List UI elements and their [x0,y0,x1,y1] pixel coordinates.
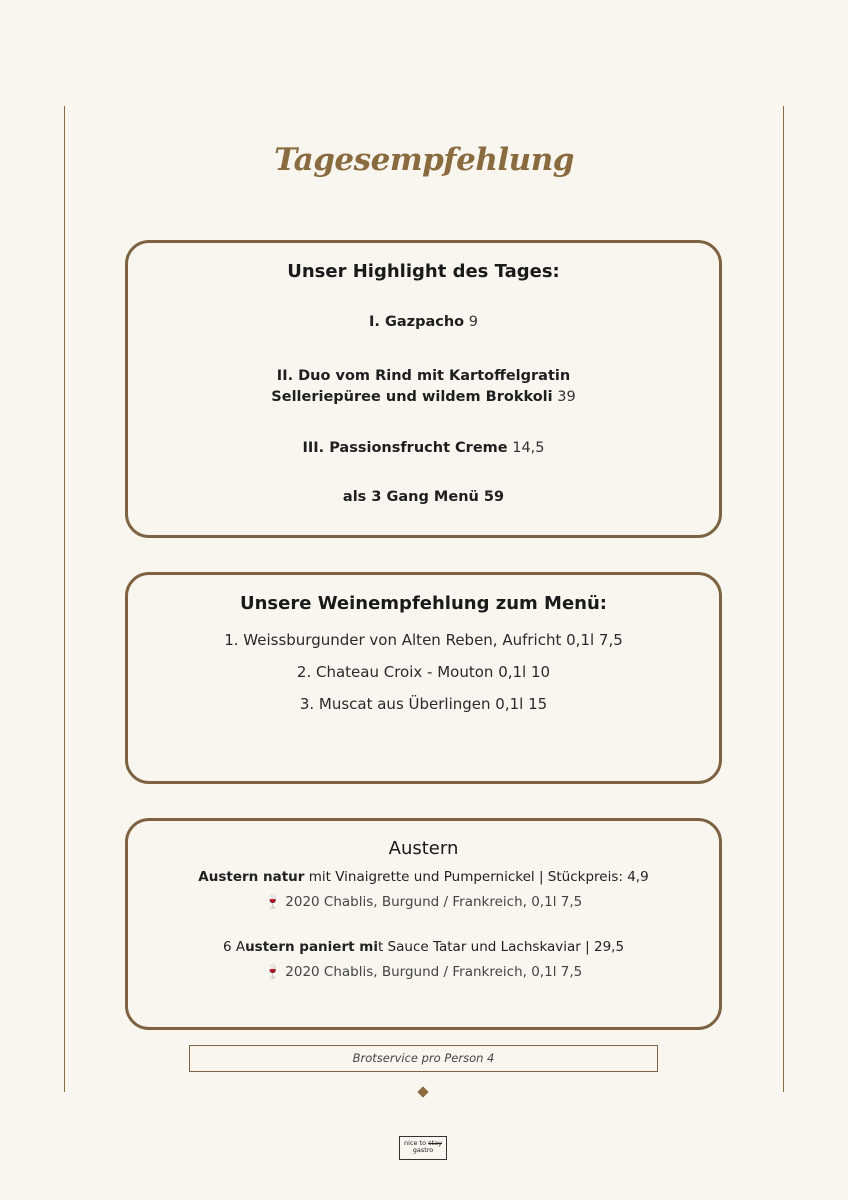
oyster-item-1-wine-text: 2020 Chablis, Burgund / Frankreich, 0,1l 7,5 [285,894,583,910]
course-3-price: 14,5 [512,440,545,456]
wine-glass-icon: 🍷 [264,895,281,910]
course-3-name: III. Passionsfrucht Creme [302,440,508,456]
course-2 [128,366,719,408]
wine-item-2: 2. Chateau Croix - Mouton 0,1l 10 [296,663,551,681]
bread-service-note: Brotservice pro Person 4 [189,1045,658,1072]
wine-item-3: 3. Muscat aus Überlingen 0,1l 15 [299,695,548,713]
highlight-heading: Unser Highlight des Tages: [287,261,560,282]
oysters-box [125,818,722,1030]
course-1 [128,312,719,333]
oyster-item-2 [128,937,719,957]
oyster-item-1 [128,867,719,887]
page-title: Tagesempfehlung [274,142,574,178]
left-border-line [64,106,65,1092]
wine-heading: Unsere Weinempfehlung zum Menü: [239,593,608,614]
wine-item-1: 1. Weissburgunder von Alten Reben, Aufricht 0,1l 7,5 [224,631,623,649]
course-1-name: I. Gazpacho [369,314,465,330]
right-border-line [783,106,784,1092]
course-2-price: 39 [557,389,576,405]
oyster-item-2-name: ustern paniert mi [245,939,378,955]
daily-highlight-box [125,240,722,538]
oyster-item-2-wine [128,962,719,983]
menu-total: als 3 Gang Menü 59 [342,489,505,505]
course-1-price: 9 [468,314,478,330]
oyster-item-1-desc: mit Vinaigrette und Pumpernickel | Stückpreis: 4,9 [304,869,649,885]
brand-logo [399,1136,447,1160]
wine-glass-icon: 🍷 [264,965,281,980]
wine-recommendation-box [125,572,722,784]
oyster-item-2-desc: t Sauce Tatar und Lachskaviar | 29,5 [377,939,625,955]
logo-line-2: gastro [412,1146,434,1154]
logo-line-1: nice to stay [404,1139,442,1147]
diamond-ornament [417,1086,428,1097]
course-3 [128,438,719,459]
course-2-name-line2: Selleriepüree und wildem Brokkoli [271,389,553,405]
oyster-item-1-name: Austern natur [198,869,305,885]
oysters-heading: Austern [388,838,459,859]
course-2-name-line1: II. Duo vom Rind mit Kartoffelgratin [276,368,571,384]
oyster-item-2-wine-text: 2020 Chablis, Burgund / Frankreich, 0,1l 7,5 [285,964,583,980]
oyster-item-2-prefix: 6 A [222,939,246,955]
oyster-item-1-wine [128,892,719,913]
